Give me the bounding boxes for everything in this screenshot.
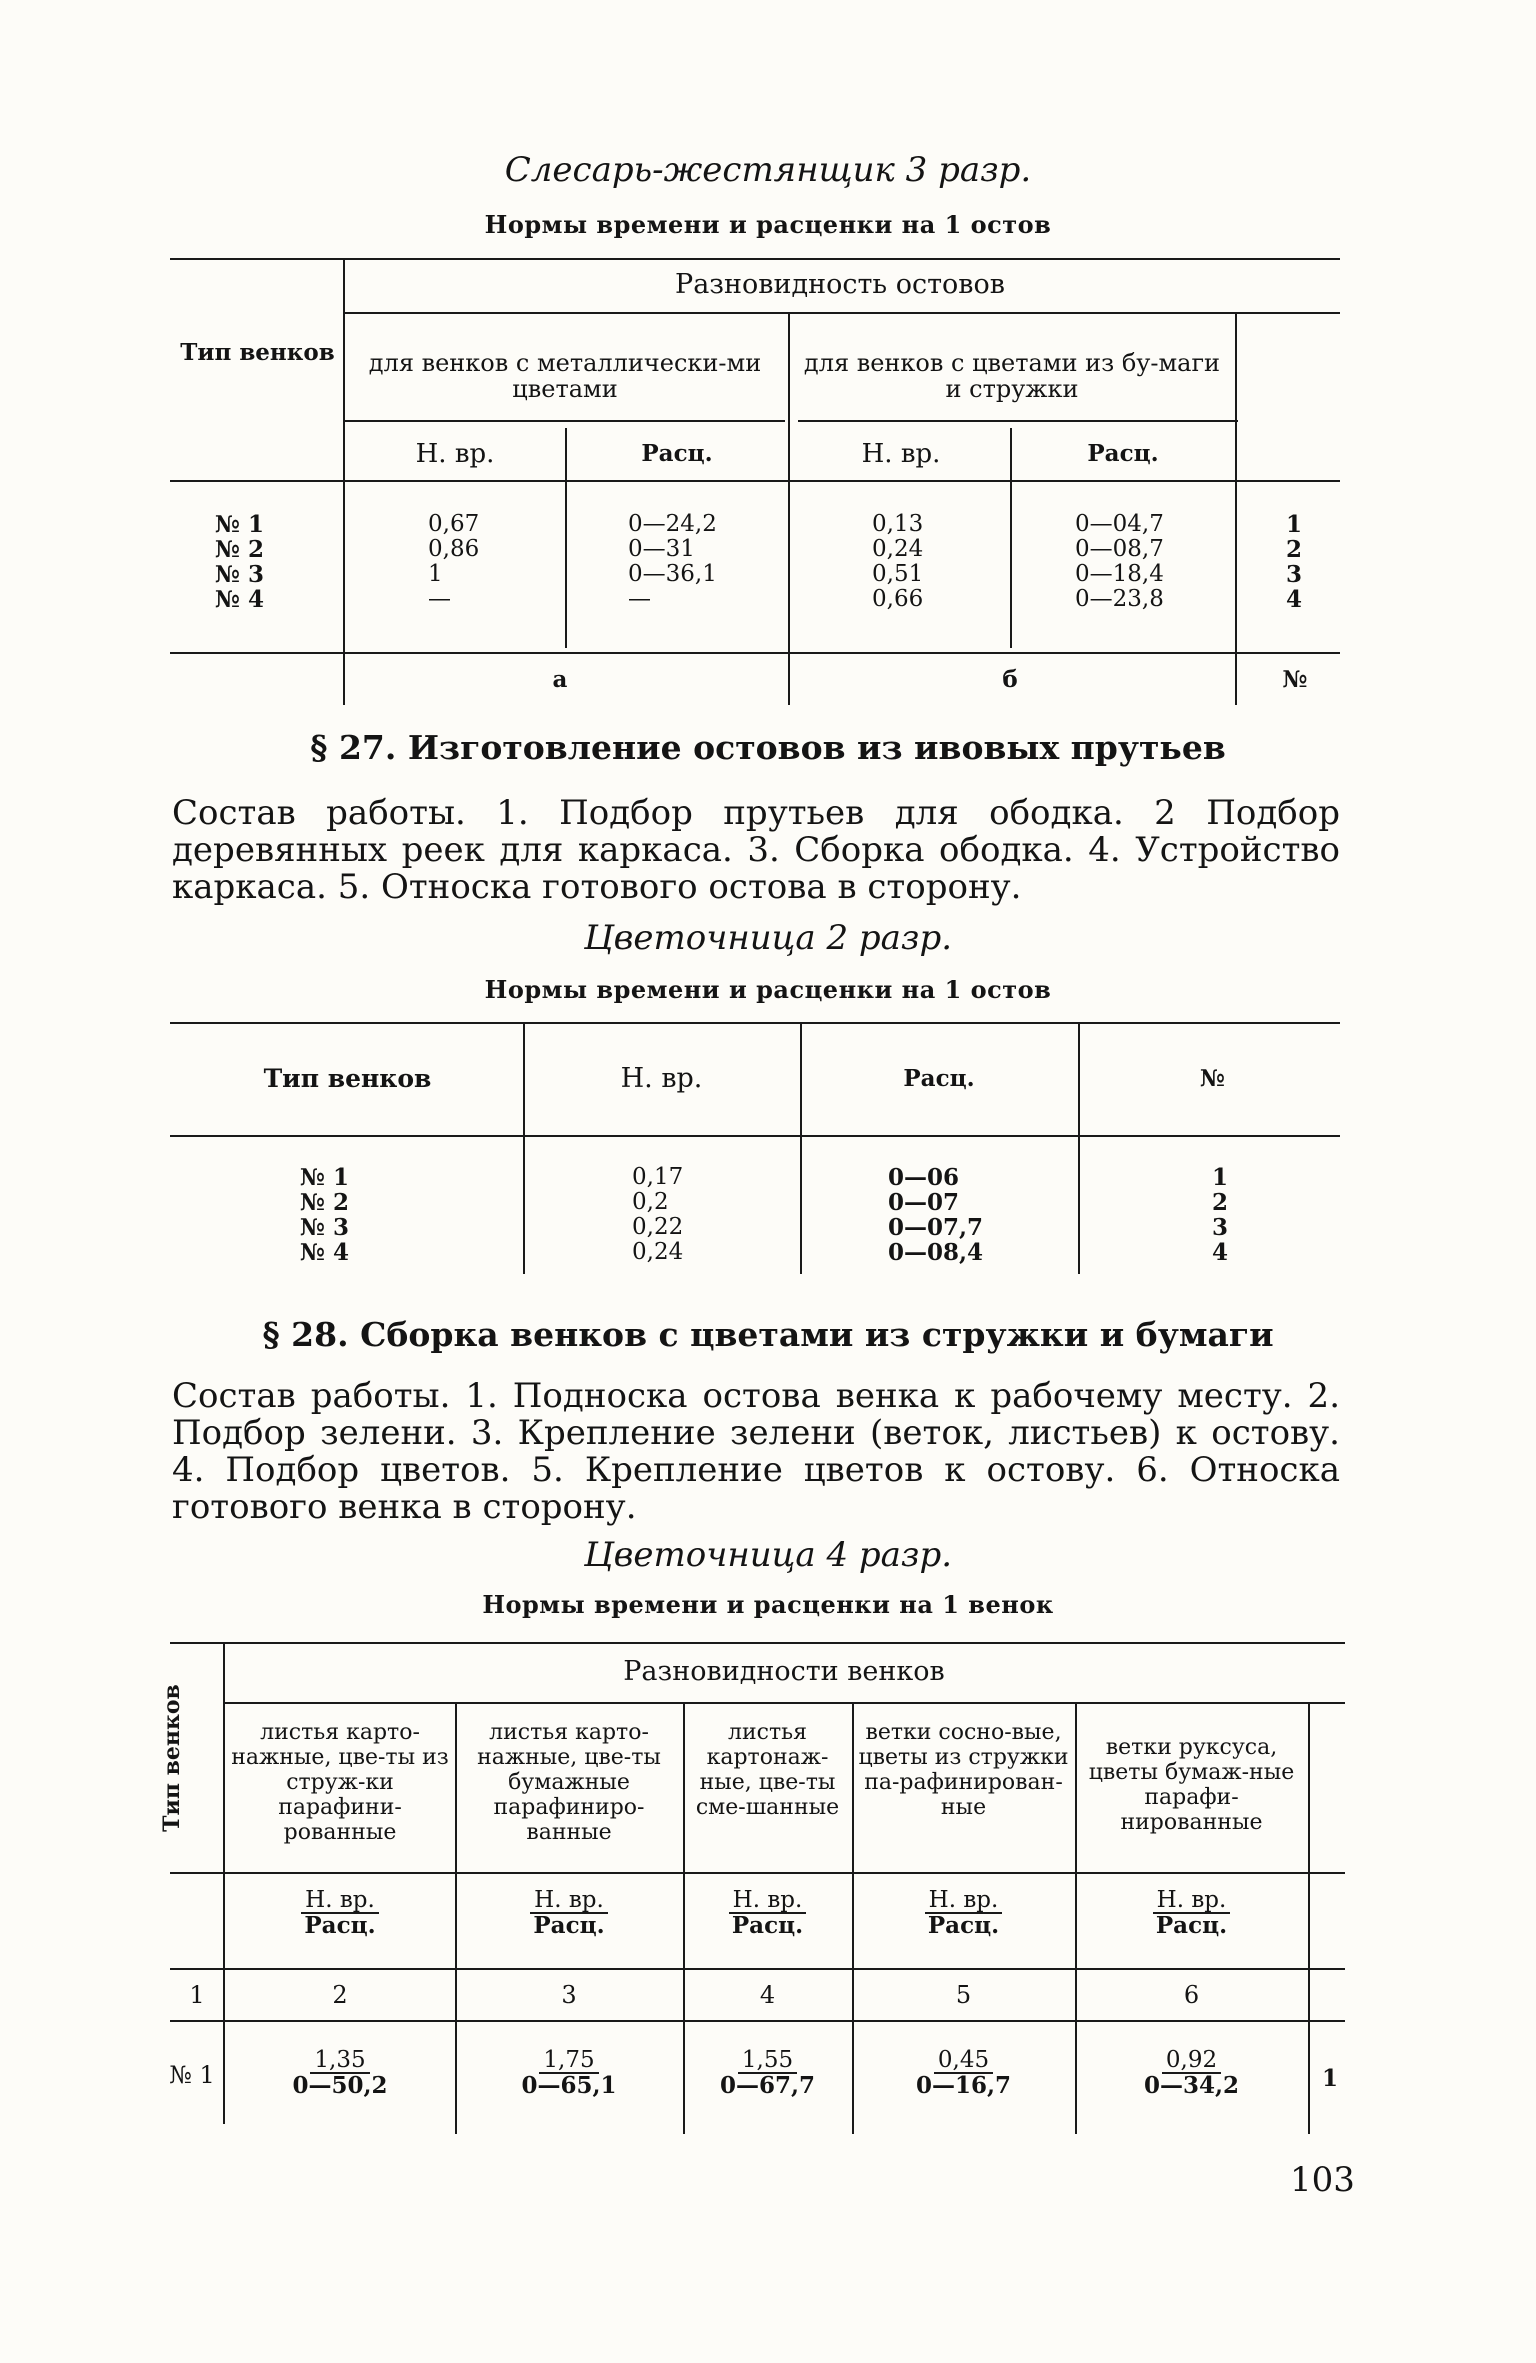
t1-type-1: № 1	[215, 511, 265, 538]
t3-unit-4	[854, 1888, 1073, 1938]
t3-rasc-2: 0—65,1	[521, 2072, 617, 2099]
t1-paper-rasc-4: 0—23,8	[1075, 586, 1164, 612]
t1-header-group: Разновидность остовов	[675, 269, 1005, 300]
t1-paper-rasc-2: 0—08,7	[1075, 536, 1164, 562]
t2-rasc-1: 0—06	[888, 1164, 960, 1191]
s27-text: Состав работы. 1. Подбор прутьев для ободка. 2 Подбор деревянных реек для каркаса. 3. Сборка ободка. 4. Устройство каркаса. 5. Относка готового остова в сторону.	[172, 793, 1340, 907]
t1-metal-rasc-3: 0—36,1	[628, 561, 717, 587]
t1-paper-rasc-1: 0—04,7	[1075, 511, 1164, 537]
t1-num-1: 1	[1286, 511, 1303, 538]
t3-unit-rasc-3: Расц.	[731, 1912, 804, 1939]
t3-unit-nvr-3: Н. вр.	[729, 1888, 807, 1914]
t3-nvr-1: 1,35	[310, 2048, 369, 2074]
t1-footer-a: а	[552, 666, 568, 693]
s28-heading: § 28. Сборка венков с цветами из стружки и бумаги	[262, 1315, 1274, 1354]
t3-nvr-3: 1,55	[738, 2048, 797, 2074]
t1-metal-rasc-4: —	[628, 586, 651, 612]
t2-header-nvr: Н. вр.	[620, 1063, 703, 1094]
t3-caption: Нормы времени и расценки на 1 венок	[482, 1590, 1054, 1619]
t1-metal-rasc-2: 0—31	[628, 536, 695, 562]
t2-type-3: № 3	[300, 1214, 350, 1241]
t3-row-type: № 1	[169, 2061, 215, 2089]
page-number: 103	[1290, 2160, 1355, 2200]
t3-unit-rasc-2: Расц.	[533, 1912, 605, 1939]
t1-header-nvr-b: Н. вр.	[861, 439, 941, 469]
t3-colnum-5: 5	[955, 1981, 972, 2009]
t3-val-2	[457, 2048, 681, 2098]
t3-nvr-2: 1,75	[539, 2048, 598, 2074]
t2-header-rasc: Расц.	[903, 1065, 975, 1092]
t2-col-rasc	[888, 1165, 983, 1265]
t3-unit-2	[457, 1888, 681, 1938]
t3-colnum-3: 3	[561, 1981, 577, 2009]
t2-rasc-3: 0—07,7	[888, 1214, 984, 1241]
t3-worker-title: Цветочница 4 разр.	[583, 1535, 953, 1575]
t1-col-paper-rasc	[1075, 512, 1164, 612]
t1-metal-rasc-1: 0—24,2	[628, 511, 717, 537]
t1-header-nvr-a: Н. вр.	[415, 439, 495, 469]
t3-colnum-2: 2	[332, 1981, 348, 2009]
t3-header-group: Разновидности венков	[623, 1656, 945, 1687]
t1-caption: Нормы времени и расценки на 1 остов	[484, 210, 1052, 239]
t1-paper-rasc-3: 0—18,4	[1075, 561, 1164, 587]
t3-unit-nvr-4: Н. вр.	[925, 1888, 1003, 1914]
t1-paper-nvr-4: 0,66	[872, 586, 924, 612]
s28-text: Состав работы. 1. Подноска остова венка к рабочему месту. 2. Подбор зелени. 3. Крепление зелени (веток, листьев) к остову. 4. Подбор цветов. 5. Крепление цветов к остову. 6. Относка готового венка в сторону.	[172, 1376, 1340, 1527]
t3-col-head-2: листья карто-нажные, цве-ты бумажные парафиниро-ванные	[477, 1720, 661, 1845]
t3-colnum-4: 4	[759, 1981, 776, 2009]
t3-col-head-5: ветки руксуса, цветы бумаж-ные парафи-нированные	[1088, 1735, 1295, 1835]
t1-header-rasc-b: Расц.	[1087, 440, 1159, 467]
t1-metal-nvr-4: —	[428, 586, 451, 612]
t3-unit-rasc-1: Расц.	[304, 1912, 376, 1939]
t2-col-type	[300, 1165, 349, 1265]
t3-rasc-3: 0—67,7	[719, 2072, 816, 2099]
t3-unit-rasc-4: Расц.	[927, 1912, 1000, 1939]
t1-type-2: № 2	[215, 536, 265, 563]
t3-unit-nvr-1: Н. вр.	[301, 1888, 379, 1914]
t1-metal-nvr-3: 1	[428, 561, 443, 587]
t2-rasc-2: 0—07	[888, 1189, 960, 1216]
t3-col-head-1: листья карто-нажные, цве-ты из струж-ки парафини-рованные	[231, 1720, 449, 1845]
t2-num-2: 2	[1212, 1189, 1229, 1216]
t3-val-1	[227, 2048, 453, 2098]
t3-rasc-1: 0—50,2	[292, 2072, 388, 2099]
t2-type-2: № 2	[300, 1189, 350, 1216]
t3-colnum-6: 6	[1183, 1981, 1200, 2009]
t3-unit-rasc-5: Расц.	[1155, 1912, 1228, 1939]
t1-paper-nvr-1: 0,13	[872, 511, 924, 537]
t1-footer-b: б	[1002, 666, 1018, 693]
t3-unit-nvr-2: Н. вр.	[530, 1888, 608, 1914]
t3-nvr-4: 0,45	[934, 2048, 993, 2074]
t1-metal-nvr-2: 0,86	[428, 536, 480, 562]
t3-row-num: 1	[1321, 2065, 1338, 2092]
t1-paper-nvr-3: 0,51	[872, 561, 924, 587]
t1-num-3: 3	[1286, 561, 1303, 588]
t3-unit-3	[685, 1888, 850, 1938]
t1-header-metal: для венков с металлически-ми цветами	[368, 349, 762, 403]
t1-header-paper: для венков с цветами из бу-маги и стружки	[803, 349, 1221, 403]
t3-unit-nvr-5: Н. вр.	[1153, 1888, 1231, 1914]
t1-footer-no: №	[1282, 666, 1308, 693]
t2-num-3: 3	[1212, 1214, 1229, 1241]
t1-col-type	[215, 512, 264, 612]
t1-col-num	[1286, 512, 1302, 612]
t2-type-4: № 4	[300, 1239, 350, 1266]
t3-colnum-1: 1	[189, 1981, 205, 2009]
t2-nvr-3: 0,22	[632, 1214, 684, 1240]
t3-val-3	[685, 2048, 850, 2098]
t1-col-metal-nvr	[428, 512, 479, 612]
t1-metal-nvr-1: 0,67	[428, 511, 480, 537]
t2-rasc-4: 0—08,4	[888, 1239, 984, 1266]
t3-nvr-5: 0,92	[1162, 2048, 1221, 2074]
t1-type-4: № 4	[215, 586, 265, 613]
t2-nvr-2: 0,2	[632, 1189, 669, 1215]
t1-col-paper-nvr	[872, 512, 923, 612]
t1-paper-nvr-2: 0,24	[872, 536, 924, 562]
t3-header-type: Тип венков	[159, 1684, 185, 1832]
t2-type-1: № 1	[300, 1164, 350, 1191]
t3-col-head-4: ветки сосно-вые, цветы из стружки па-рафинирован-ные	[858, 1720, 1069, 1820]
t2-col-nvr	[632, 1165, 683, 1265]
t3-col-head-3: листья картонаж-ные, цве-ты сме-шанные	[695, 1720, 840, 1820]
t3-rasc-5: 0—34,2	[1143, 2072, 1240, 2099]
t1-num-2: 2	[1286, 536, 1303, 563]
t1-header-type: Тип венков	[180, 339, 335, 366]
t1-type-3: № 3	[215, 561, 265, 588]
t3-val-4	[854, 2048, 1073, 2098]
t2-header-type: Тип венков	[263, 1064, 432, 1093]
t2-worker-title: Цветочница 2 разр.	[583, 918, 953, 958]
t3-rasc-4: 0—16,7	[915, 2072, 1012, 2099]
t2-num-4: 4	[1212, 1239, 1229, 1266]
t2-caption: Нормы времени и расценки на 1 остов	[484, 975, 1052, 1004]
t2-nvr-4: 0,24	[632, 1239, 684, 1265]
t3-unit-5	[1077, 1888, 1306, 1938]
s27-heading: § 27. Изготовление остовов из ивовых прутьев	[310, 728, 1226, 767]
t2-header-no: №	[1200, 1065, 1225, 1092]
t1-header-rasc-a: Расц.	[641, 440, 713, 467]
t3-unit-1	[227, 1888, 453, 1938]
t2-col-num	[1212, 1165, 1228, 1265]
t2-num-1: 1	[1212, 1164, 1229, 1191]
t2-nvr-1: 0,17	[632, 1164, 684, 1190]
t1-worker-title: Слесарь-жестянщик 3 разр.	[504, 150, 1032, 190]
t1-num-4: 4	[1286, 586, 1303, 613]
t3-val-5	[1077, 2048, 1306, 2098]
t1-col-metal-rasc	[628, 512, 717, 612]
